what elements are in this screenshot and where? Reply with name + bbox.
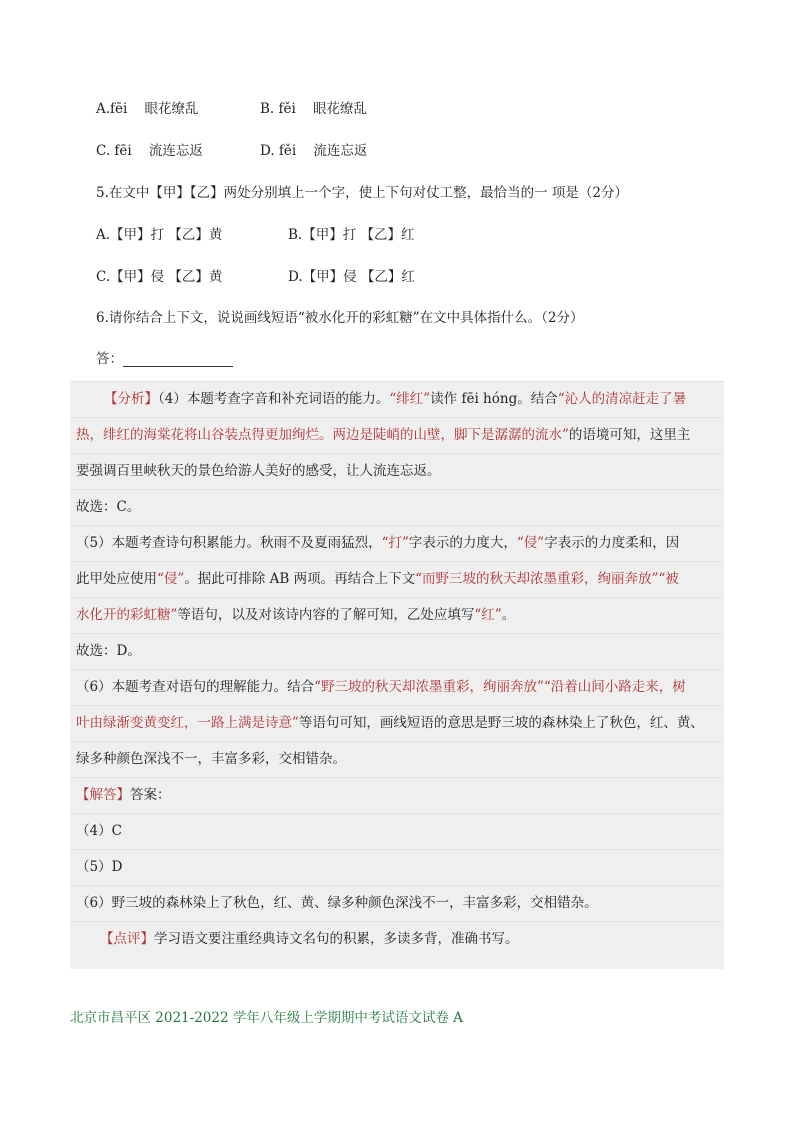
footer-source: 北京市昌平区 2021-2022 学年八年级上学期期中考试语文试卷 A xyxy=(70,1010,463,1026)
option-c-q5: C.【甲】侵 【乙】黄 xyxy=(96,269,223,285)
analysis-line-14: （5）D xyxy=(70,850,724,886)
option-d-q5: D.【甲】侵 【乙】红 xyxy=(288,269,415,285)
analysis-line-3: 要强调百里峡秋天的景色给游人美好的感受，让人流连忘返。 xyxy=(70,454,724,490)
option-a-q5: A.【甲】打 【乙】黄 xyxy=(96,227,223,243)
option-b-q5: B.【甲】打 【乙】红 xyxy=(288,227,415,243)
analysis-line-11: 绿多种颜色深浅不一，丰富多彩，交相错杂。 xyxy=(70,742,724,778)
analysis-line-5: （5）本题考查诗句积累能力。秋雨不及夏雨猛烈，“打”字表示的力度大，“侵”字表示的力度柔和，因 xyxy=(70,526,724,562)
option-b-q4: B. fěi 眼花缭乱 xyxy=(260,101,367,117)
analysis-section xyxy=(70,381,724,969)
analysis-line-10: 叶由绿渐变黄变红，一路上满是诗意”等语句可知，画线短语的意思是野三坡的森林染上了秋色，红、黄、 xyxy=(70,706,724,742)
option-c-q4: C. fēi 流连忘返 xyxy=(96,143,203,159)
analysis-line-16: 【点评】学习语文要注重经典诗文名句的积累，多读多背，准确书写。 xyxy=(100,931,519,947)
analysis-line-13: （4）C xyxy=(70,814,724,850)
question-6-stem: 6.请你结合上下文，说说画线短语“被水化开的彩虹糖”在文中具体指什么。（2分） xyxy=(96,310,584,326)
analysis-line-1: 【分析】（4）本题考查字音和补充词语的能力。“绯红”读作 fēi hóng。结合“沁人的清凉赶走了暑 xyxy=(70,382,724,418)
analysis-line-9: （6）本题考查对语句的理解能力。结合“野三坡的秋天却浓墨重彩，绚丽奔放”“沿着山间小路走来，树 xyxy=(70,670,724,706)
analysis-line-15: （6）野三坡的森林染上了秋色，红、黄、绿多种颜色深浅不一，丰富多彩，交相错杂。 xyxy=(70,886,724,922)
answer-blank[interactable] xyxy=(123,352,233,367)
option-a-q4: A.fēi 眼花缭乱 xyxy=(96,101,199,117)
analysis-line-2: 热，绯红的海棠花将山谷装点得更加绚烂。两边是陡峭的山壁，脚下是潺潺的流水”的语境可知，这里主 xyxy=(70,418,724,454)
answer-label: 答： xyxy=(96,351,123,367)
answer-line xyxy=(96,347,233,367)
question-5-stem: 5.在文中【甲】【乙】两处分别填上一个字，使上下句对仗工整，最恰当的一 项是（2分） xyxy=(96,185,629,201)
analysis-line-7: 水化开的彩虹糖”等语句，以及对该诗内容的了解可知，乙处应填写“红”。 xyxy=(70,598,724,634)
analysis-line-4: 故选：C。 xyxy=(70,490,724,526)
analysis-line-8: 故选：D。 xyxy=(70,634,724,670)
analysis-line-6: 此甲处应使用“侵”。据此可排除 AB 两项。再结合上下文“而野三坡的秋天却浓墨重彩，绚丽奔放”“被 xyxy=(70,562,724,598)
option-d-q4: D. fěi 流连忘返 xyxy=(260,143,368,159)
analysis-line-12: 【解答】答案： xyxy=(70,778,724,814)
